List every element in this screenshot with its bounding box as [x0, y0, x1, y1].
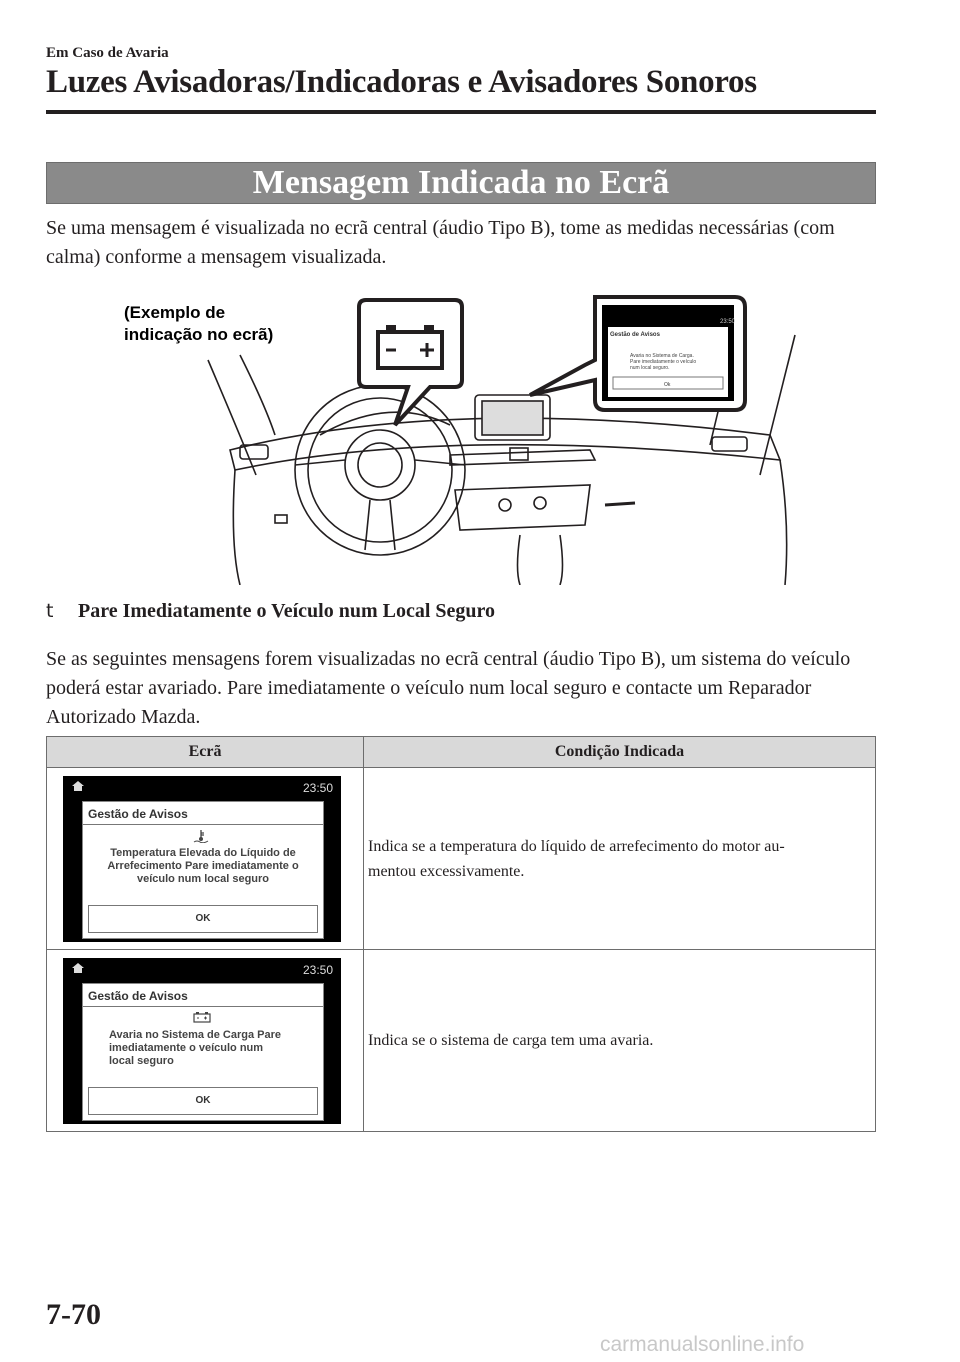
screen-time: 23:50	[302, 962, 333, 977]
dialog-message	[109, 1029, 309, 1068]
callout-text-line2: indicação no ecrã)	[124, 325, 274, 344]
condition-cell	[364, 768, 876, 950]
home-icon	[71, 780, 85, 792]
dialog-divider	[83, 824, 323, 825]
screen-cell	[47, 950, 364, 1132]
dialog-title: Gestão de Avisos	[88, 988, 188, 1003]
subsection-title	[46, 600, 495, 623]
mini-screen-msg3: num local seguro.	[630, 365, 670, 371]
intro-paragraph: Se uma mensagem é visualizada no ecrã central (áudio Tipo B), tome as medidas necessárias (com calma) conforme a mensagem visualizada.	[46, 217, 835, 268]
screen-cell	[47, 768, 364, 950]
condition-cell	[364, 950, 876, 1132]
condition-line: mentou excessivamente.	[368, 862, 525, 880]
callout-text-line1: (Exemplo de	[124, 303, 226, 322]
mini-screen-time: 23:50	[720, 319, 736, 325]
section-title: Em Caso de Avaria	[46, 45, 169, 61]
dialog-message-line: Arrefecimento Pare imediatamente o	[107, 859, 299, 872]
dialog-message-line: imediatamente o veículo num	[109, 1041, 264, 1054]
ok-button[interactable]: OK	[88, 1087, 318, 1115]
mini-screen-title: Gestão de Avisos	[610, 332, 660, 338]
coolant-temperature-icon	[193, 829, 209, 843]
dialog-message-line: veículo num local seguro	[136, 872, 270, 885]
bullet-marker: t	[46, 600, 54, 622]
dialog-message-line: local seguro	[109, 1054, 174, 1067]
table-row	[47, 950, 876, 1132]
battery-callout	[359, 300, 462, 425]
page-number: 7-70	[46, 1298, 101, 1331]
dialog-divider	[83, 1006, 323, 1007]
table-row	[47, 768, 876, 950]
header-rule	[46, 110, 876, 114]
screen-image	[63, 776, 341, 942]
subsection-title-text: Pare Imediatamente o Veículo num Local Seguro	[78, 600, 496, 622]
section-banner: Mensagem Indicada no Ecrã	[46, 162, 876, 204]
mini-screen-msg1: Avaria no Sistema de Carga.	[630, 353, 694, 359]
warning-dialog	[82, 983, 324, 1121]
battery-icon	[193, 1011, 211, 1023]
condition-line: Indica se o sistema de carga tem uma avaria.	[368, 1032, 654, 1049]
warning-dialog	[82, 801, 324, 939]
col-header-screen: Ecrã	[47, 737, 364, 768]
body-paragraph: Se as seguintes mensagens forem visualizadas no ecrã central (áudio Tipo B), um sistema do veículo poderá estar avariado. Pare imediatamente o veículo num local seguro e contacte um Reparador Autorizado Mazda.	[46, 648, 851, 728]
dialog-message	[83, 847, 323, 886]
ok-button[interactable]: OK	[88, 905, 318, 933]
dialog-message-line: Avaria no Sistema de Carga Pare	[109, 1028, 282, 1041]
screen-time: 23:50	[302, 780, 333, 795]
home-icon	[71, 962, 85, 974]
watermark: carmanualsonline.info	[600, 1333, 805, 1356]
mini-screen-ok: Ok	[664, 382, 671, 388]
col-header-condition: Condição Indicada	[364, 737, 876, 768]
screen-image	[63, 958, 341, 1124]
warning-table	[46, 736, 876, 1132]
mini-screen-msg2: Pare imediatamente o veículo	[630, 359, 697, 365]
dialog-message-line: Temperatura Elevada do Líquido de	[110, 846, 296, 859]
dashboard-illustration	[90, 285, 810, 585]
condition-line: Indica se a temperatura do líquido de arrefecimento do motor au-	[368, 837, 785, 855]
chapter-title: Luzes Avisadoras/Indicadoras e Avisadores Sonoros	[46, 64, 757, 100]
dialog-title: Gestão de Avisos	[88, 806, 188, 821]
